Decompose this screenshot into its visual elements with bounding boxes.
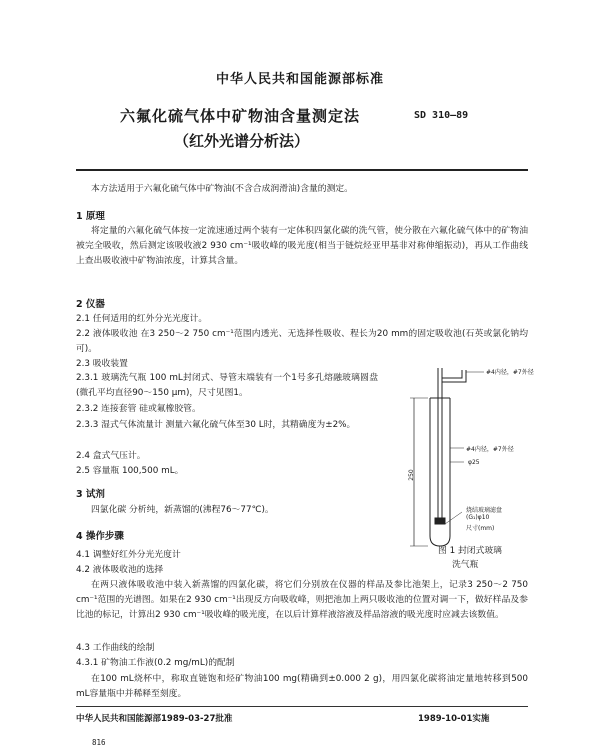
standard-code: SD 310—89	[414, 110, 469, 121]
dimension-250-label: 250	[408, 469, 415, 481]
section-4-heading: 4 操作步骤	[76, 531, 124, 542]
header-divider	[76, 169, 528, 171]
section-2-heading: 2 仪器	[76, 299, 105, 310]
item-2-4: 2.4 盒式气压计。	[76, 451, 146, 461]
figure-caption-line2: 洗气瓶	[452, 560, 479, 570]
approval-date: 中华人民共和国能源部1989-03-27批准	[76, 714, 233, 724]
section-3-text: 四氯化碳 分析纯，新蒸馏的(沸程76～77℃)。	[91, 505, 274, 515]
intro-text: 本方法适用于六氟化硫气体中矿物油(不含合成润滑油)含量的测定。	[91, 184, 353, 194]
item-2-3-1: 2.3.1 玻璃洗气瓶 100 mL封闭式、导管末端装有一个1号多孔熔融玻璃圆盘(微孔平均直径90～150 μm)，尺寸见图1。	[76, 373, 378, 398]
unit-label: 尺寸(mm)	[466, 525, 495, 532]
item-4-2: 4.2 液体吸收池的选择	[76, 565, 164, 575]
item-2-5: 2.5 容量瓶 100,500 mL。	[76, 466, 184, 476]
document-subtitle: （红外光谱分析法）	[174, 132, 310, 150]
item-4-3-1: 4.3.1 矿物油工作液(0.2 mg/mL)的配制	[76, 658, 235, 668]
item-4-1: 4.1 调整好红外分光光度计	[76, 550, 181, 560]
section-3-heading: 3 试剂	[76, 489, 105, 500]
page-number: 816	[92, 738, 106, 747]
tube-diameter-label: #4内径，#7外径	[466, 446, 514, 453]
item-2-3-3: 2.3.3 湿式气体流量计 测量六氟化硫气体至30 L时，其精确度为±2%。	[76, 420, 356, 430]
item-2-1: 2.1 任何适用的红外分光光度计。	[76, 314, 208, 324]
item-4-3-1-text: 在100 mL烧杯中，称取直链饱和烃矿物油100 mg(精确到±0.000 2 g)，用四氯化碳将油定量地转移到500 mL容量瓶中并稀释至刻度。	[76, 674, 528, 699]
frit-spec-label: (G₁)φ10	[466, 514, 490, 521]
item-2-3: 2.3 吸收装置	[76, 359, 128, 369]
item-4-2-text: 在两只液体吸收池中装入新蒸馏的四氯化碳，将它们分别放在仪器的样品及参比池架上，记录3 250～2 750 cm⁻¹范围的光谱图。如果在2 930 cm⁻¹出现反方向吸收峰，则把池加上两只吸收池的位置对调一下，做好样品及参比池的标记，计算出2 930 cm⁻¹吸收峰的吸光度，在以后计算样液溶液及样品溶液的吸光度时应减去该数值。	[76, 580, 528, 620]
implementation-date: 1989-10-01实施	[418, 714, 490, 724]
outlet-diameter-label: #4内径，#7外径	[486, 369, 534, 376]
figure-caption: 图 1 封闭式玻璃	[438, 546, 502, 556]
item-4-3: 4.3 工作曲线的绘制	[76, 643, 155, 653]
footer-divider	[76, 706, 528, 707]
section-1-text: 将定量的六氟化硫气体按一定流速通过两个装有一定体积四氯化碳的洗气管，使分散在六氟化硫气体中的矿物油被完全吸收，然后测定该吸收液2 930 cm⁻¹吸收峰的吸光度(相当于链烷烃亚甲基非对称伸缩振动)，再从工作曲线上查出吸收液中矿物油浓度，计算其含量。	[76, 226, 528, 266]
item-2-2: 2.2 液体吸收池 在3 250～2 750 cm⁻¹范围内透光、无选择性吸收、程长为20 mm的固定吸收池(石英或氯化钠均可)。	[76, 329, 528, 354]
section-1-heading: 1 原理	[76, 211, 105, 222]
frit-label: 烧结玻璃滤盘	[466, 507, 503, 514]
figure-gas-washing-bottle	[384, 350, 534, 575]
phi25-label: φ25	[468, 459, 480, 466]
standard-org-header: 中华人民共和国能源部标准	[215, 72, 384, 87]
item-2-3-2: 2.3.2 连接套管 硅或氟橡胶管。	[76, 404, 201, 414]
document-title: 六氟化硫气体中矿物油含量测定法	[120, 107, 361, 125]
